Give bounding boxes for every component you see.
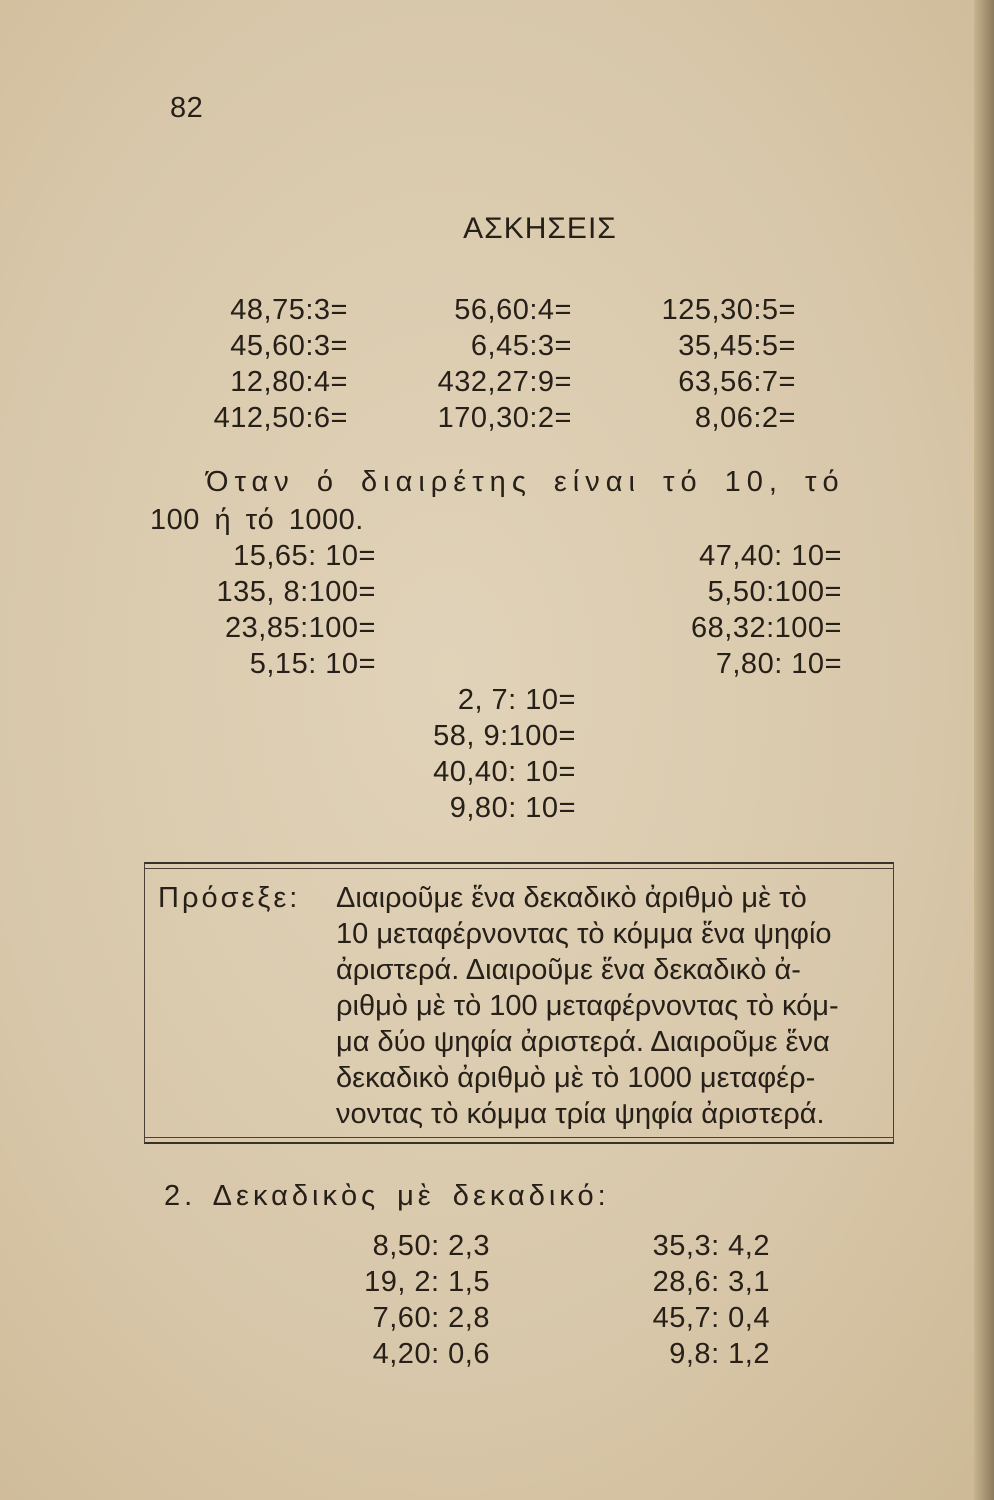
exercise-1-4: 412,50:6= <box>213 402 348 434</box>
divisor-heading-line1: Όταν ό διαιρέτης είναι τό 10, τό <box>206 466 845 498</box>
decimal-exercise-right-4: 9,8: 1,2 <box>669 1338 770 1370</box>
note-line-7: νοντας τὸ κόμμα τρία ψηφία ἀριστερά. <box>336 1098 825 1130</box>
note-line-6: δεκαδικὸ ἀριθμὸ μὲ τὸ 1000 μεταφέρ- <box>336 1062 816 1094</box>
exercise-1-1: 48,75:3= <box>230 294 348 326</box>
exercise-3-1: 125,30:5= <box>661 294 796 326</box>
page-title: ΑΣΚΗΣΕΙΣ <box>463 212 617 245</box>
exercise-1-2: 45,60:3= <box>230 330 348 362</box>
exercise-1-3: 12,80:4= <box>230 366 348 398</box>
exercise-center-1: 2, 7: 10= <box>457 684 576 716</box>
exercise-right-1: 47,40: 10= <box>699 540 842 572</box>
decimal-exercise-left-2: 19, 2: 1,5 <box>364 1266 490 1298</box>
note-line-5: μα δύο ψηφία ἀριστερά. Διαιροῦμε ἕνα <box>336 1026 830 1058</box>
note-line-3: ἀριστερά. Διαιροῦμε ἕνα δεκαδικὸ ἀ- <box>336 954 801 986</box>
note-box-rule-bottom <box>145 1137 893 1138</box>
decimal-exercise-right-2: 28,6: 3,1 <box>652 1266 770 1298</box>
divisor-heading-line2: 100 ή τό 1000. <box>150 504 364 536</box>
page-number: 82 <box>170 92 204 124</box>
exercise-center-2: 58, 9:100= <box>433 720 576 752</box>
decimal-exercise-left-4: 4,20: 0,6 <box>372 1338 490 1370</box>
exercise-left-4: 5,15: 10= <box>249 648 376 680</box>
exercise-right-2: 5,50:100= <box>707 576 842 608</box>
exercise-center-3: 40,40: 10= <box>433 756 576 788</box>
note-line-2: 10 μεταφέρνοντας τὸ κόμμα ἕνα ψηφίο <box>336 918 832 950</box>
exercise-3-4: 8,06:2= <box>694 402 796 434</box>
exercise-right-4: 7,80: 10= <box>715 648 842 680</box>
exercise-left-2: 135, 8:100= <box>216 576 376 608</box>
exercise-left-1: 15,65: 10= <box>233 540 376 572</box>
note-line-4: ριθμὸ μὲ τὸ 100 μεταφέρνοντας τὸ κόμ- <box>336 990 839 1022</box>
note-line-1: Διαιροῦμε ἕνα δεκαδικὸ ἀριθμὸ μὲ τὸ <box>336 882 807 914</box>
decimal-exercise-left-1: 8,50: 2,3 <box>372 1230 490 1262</box>
section-2-heading: 2. Δεκαδικὸς μὲ δεκαδικό: <box>164 1180 610 1212</box>
exercise-3-3: 63,56:7= <box>678 366 796 398</box>
exercise-3-2: 35,45:5= <box>678 330 796 362</box>
exercise-center-4: 9,80: 10= <box>449 792 576 824</box>
exercise-right-3: 68,32:100= <box>691 612 842 644</box>
exercise-2-2: 6,45:3= <box>470 330 572 362</box>
exercise-left-3: 23,85:100= <box>225 612 376 644</box>
exercise-2-3: 432,27:9= <box>437 366 572 398</box>
decimal-exercise-left-3: 7,60: 2,8 <box>372 1302 490 1334</box>
note-label: Πρόσεξε: <box>158 882 301 914</box>
exercise-2-4: 170,30:2= <box>437 402 572 434</box>
decimal-exercise-right-3: 45,7: 0,4 <box>652 1302 770 1334</box>
note-box-rule-top <box>145 868 893 869</box>
decimal-exercise-right-1: 35,3: 4,2 <box>652 1230 770 1262</box>
exercise-2-1: 56,60:4= <box>454 294 572 326</box>
